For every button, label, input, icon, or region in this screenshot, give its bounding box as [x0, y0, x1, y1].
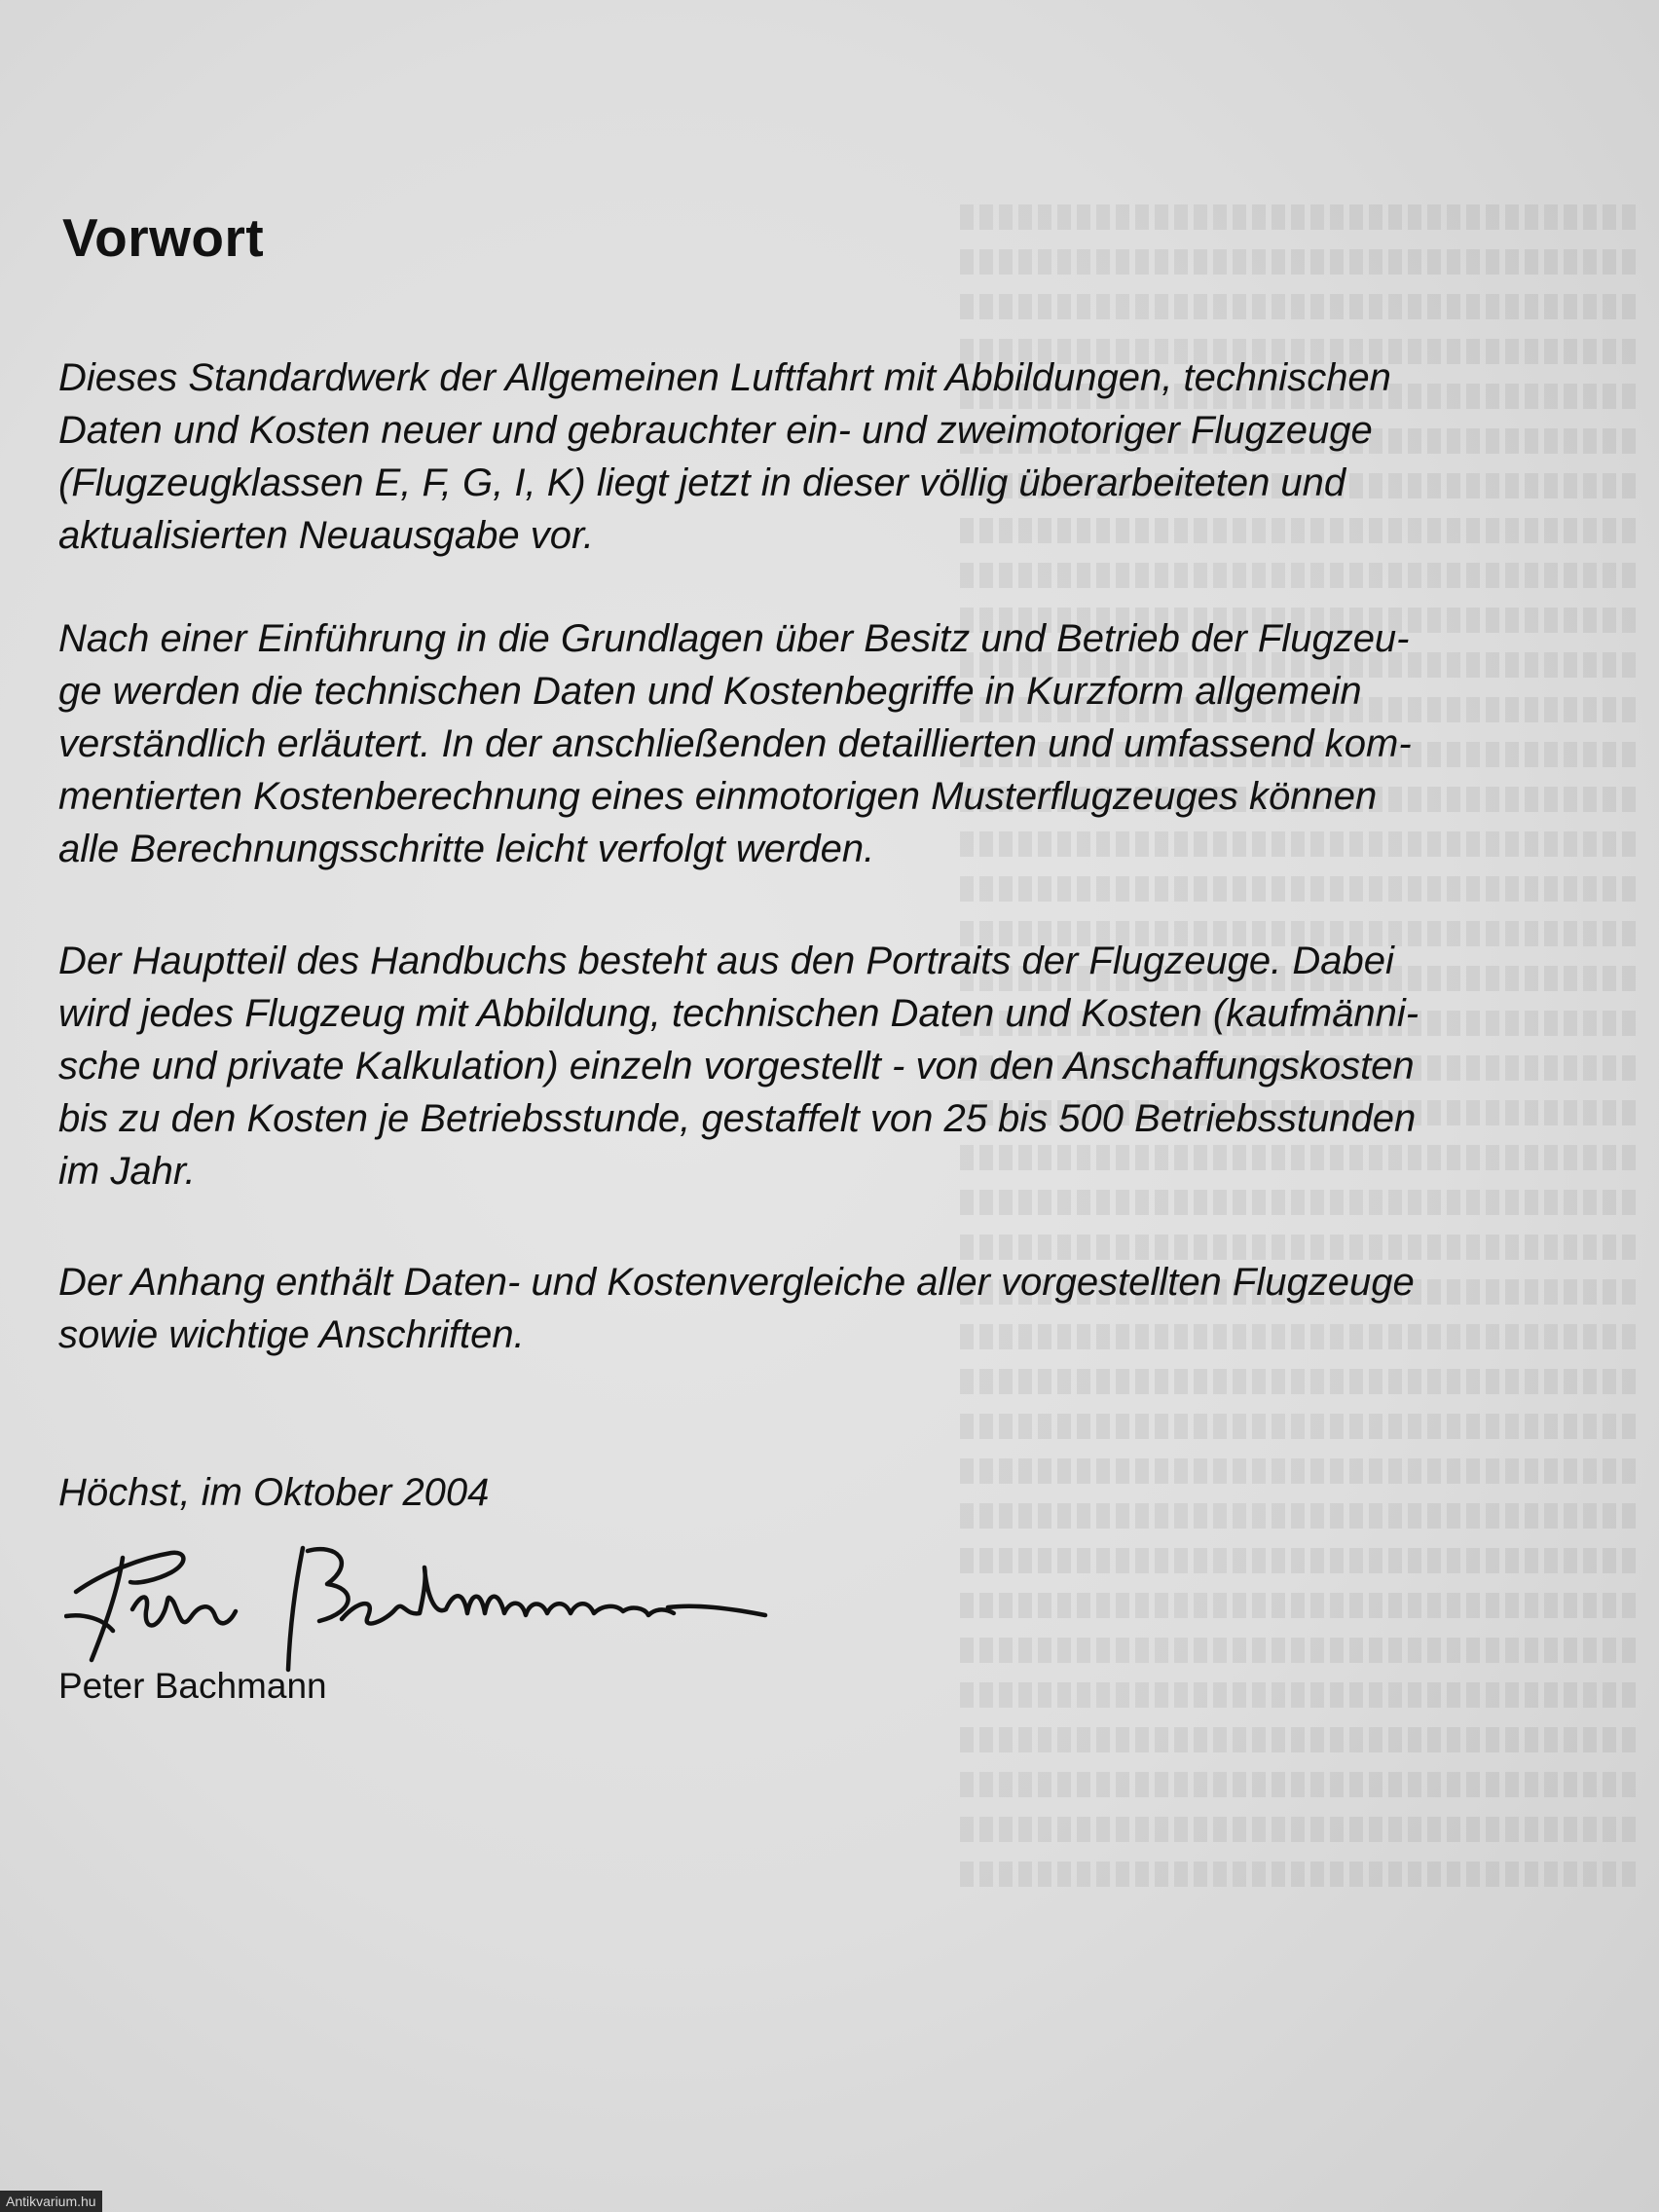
place-date: Höchst, im Oktober 2004: [58, 1471, 490, 1514]
signer-name: Peter Bachmann: [58, 1666, 327, 1706]
paragraph-line: Dieses Standardwerk der Allgemeinen Luftfahrt mit Abbildungen, technischen: [58, 356, 1391, 399]
paragraph-line: sche und private Kalkulation) einzeln vorgestellt - von den Anschaffungskosten: [58, 1045, 1415, 1088]
watermark: Antikvarium.hu: [0, 2191, 102, 2212]
handwritten-signature: [64, 1524, 814, 1679]
paragraph-line: mentierten Kostenberechnung eines einmotorigen Musterflugzeuges können: [58, 775, 1378, 818]
paragraph-line: aktualisierten Neuausgabe vor.: [58, 514, 594, 557]
paragraph-intro: [58, 351, 1616, 562]
page-title: Vorwort: [62, 207, 265, 268]
paragraph-line: bis zu den Kosten je Betriebsstunde, gestaffelt von 25 bis 500 Betriebsstunden: [58, 1097, 1417, 1140]
paragraph-line: Daten und Kosten neuer und gebrauchter ein- und zweimotoriger Flugzeuge: [58, 409, 1373, 452]
paragraph-line: (Flugzeugklassen E, F, G, I, K) liegt jetzt in dieser völlig überarbeiteten und: [58, 461, 1346, 504]
paragraph-appendix: [58, 1256, 1616, 1361]
paragraph-introduction-summary: [58, 612, 1616, 875]
paragraph-line: sowie wichtige Anschriften.: [58, 1313, 525, 1356]
paragraph-line: Der Hauptteil des Handbuchs besteht aus den Portraits der Flugzeuge. Dabei: [58, 940, 1394, 982]
paragraph-line: Der Anhang enthält Daten- und Kostenvergleiche aller vorgestellten Flugzeuge: [58, 1261, 1415, 1304]
paragraph-line: verständlich erläutert. In der anschließenden detaillierten und umfassend kom-: [58, 722, 1412, 765]
paragraph-main-part: [58, 935, 1616, 1198]
paragraph-line: alle Berechnungsschritte leicht verfolgt werden.: [58, 828, 875, 870]
paragraph-line: Nach einer Einführung in die Grundlagen über Besitz und Betrieb der Flugzeu-: [58, 617, 1410, 660]
paragraph-line: ge werden die technischen Daten und Kostenbegriffe in Kurzform allgemein: [58, 670, 1362, 713]
paragraph-line: wird jedes Flugzeug mit Abbildung, technischen Daten und Kosten (kaufmänni-: [58, 992, 1419, 1035]
paragraph-line: im Jahr.: [58, 1150, 196, 1193]
